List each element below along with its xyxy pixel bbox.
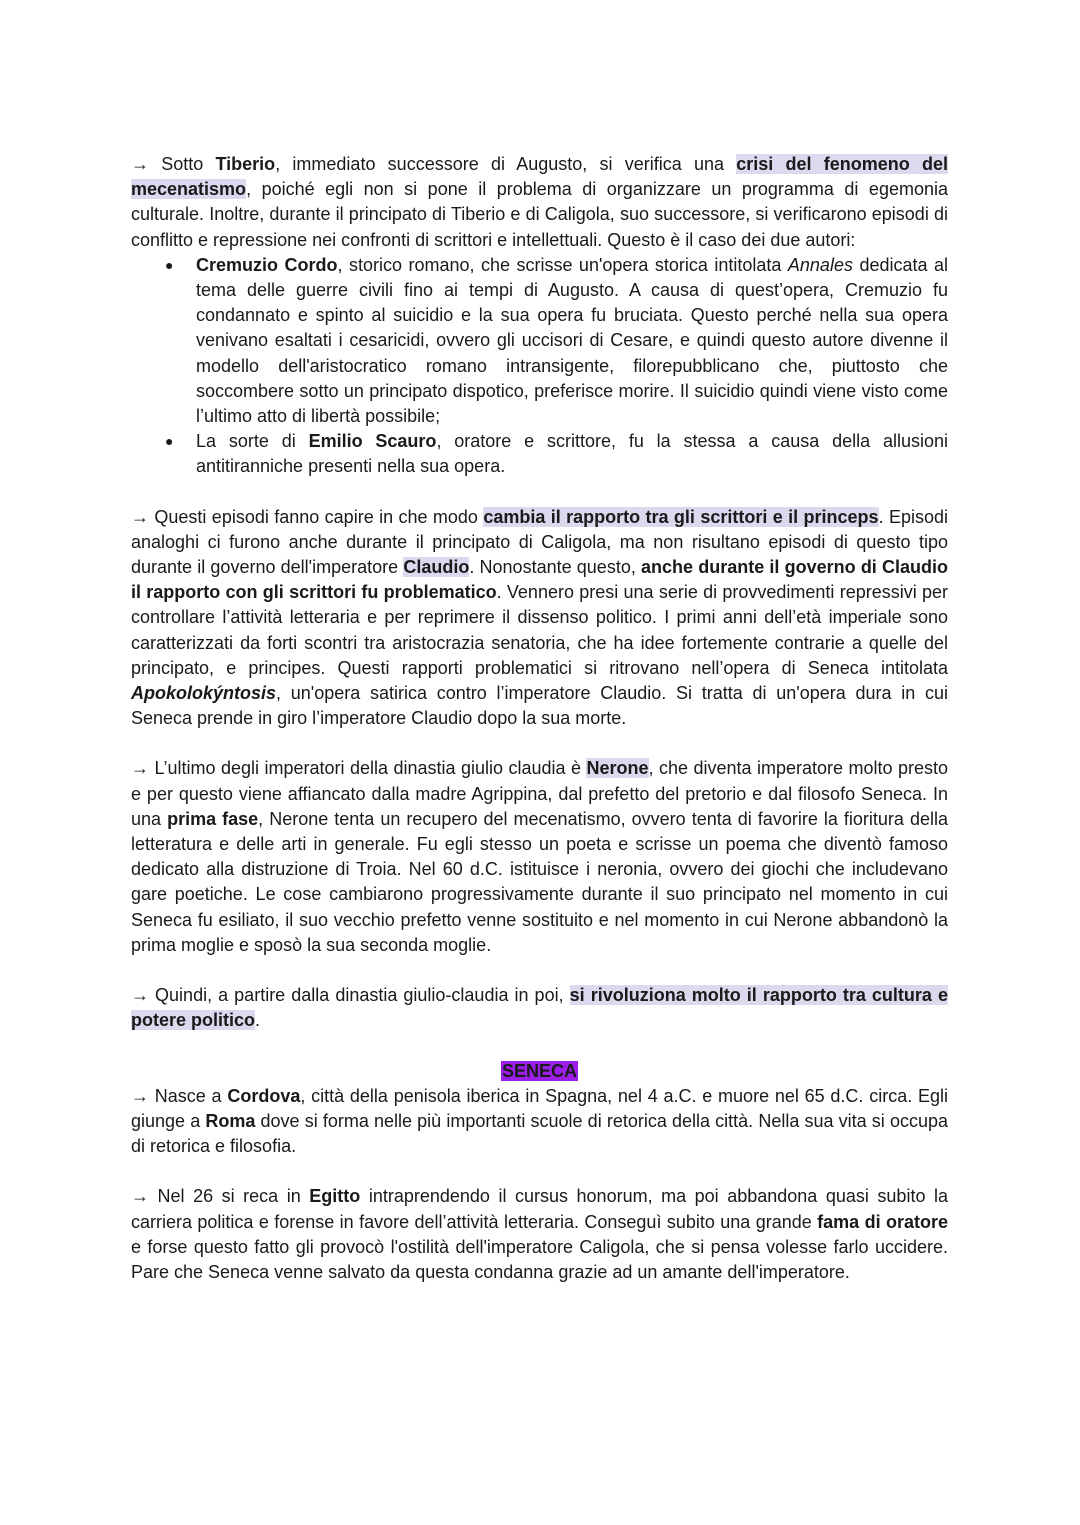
paragraph-seneca-nascita: → Nasce a Cordova, città della penisola iberica in Spagna, nel 4 a.C. e muore nel 65 d.C. circa. Egli giunge a Roma dove si forma nelle più importanti scuole di retorica della città. Nella sua vita si occupa di retorica e filosofia. <box>131 1085 948 1157</box>
bullet-icon: ● <box>165 256 174 273</box>
paragraph-seneca-egitto: → Nel 26 si reca in Egitto intraprendendo il cursus honorum, ma poi abbandona quasi subito la carriera politica e forense in favore dell’attività letteraria. Conseguì subito una grande fama di oratore e forse questo fatto gli provocò l'ostilità dell'imperatore Caligola, che si pensa volesse farlo uccidere. Pare che Seneca venne salvato da questa condanna grazie ad un amante dell'imperatore. <box>131 1186 948 1282</box>
highlight-rapporto-princeps: cambia il rapporto tra gli scrittori e il princeps <box>483 506 879 527</box>
authors-list <box>131 253 948 480</box>
list-item-emilio-scauro: ● La sorte di Emilio Scauro, oratore e scrittore, fu la stessa a causa della allusioni antitiranniche presenti nella sua opera. <box>165 431 948 477</box>
list-item-cremuzio-cordo: ● Cremuzio Cordo, storico romano, che scrisse un'opera storica intitolata Annales dedicata al tema delle guerre civili fino ai tempi di Augusto. A causa di quest’opera, Cremuzio fu condannato e spinto al suicidio e la sua opera fu bruciata. Questo perché nella sua opera venivano esaltati i cesaricidi, ovvero gli uccisori di Cesare, e quindi questo autore divenne il modello dell'aristocratico romano intransigente, filorepubblicano che, piuttosto che soccombere sotto un principato dispotico, preferisce morire. Il suicidio quindi viene visto come l’ultimo atto di libertà possibile; <box>165 254 948 427</box>
paragraph-claudio: → Questi episodi fanno capire in che modo cambia il rapporto tra gli scrittori e il princeps. Episodi analoghi ci furono anche durante il principato di Caligola, ma non risultano episodi di questo tipo durante il governo dell'imperatore Claudio. Nonostante questo, anche durante il governo di Claudio il rapporto con gli scrittori fu problematico. Vennero presi una serie di provvedimenti repressivi per controllare l’attività letteraria e per reprimere il dissenso politico. I primi anni dell’età imperiale sono caratterizzati da forti scontri tra aristocrazia senatoria, che ha idee fortemente contrarie a quelle del principato, e principes. Questi rapporti problematici si ritrovano nell’opera di Seneca intitolata Apokolokýntosis, un'opera satirica contro l’imperatore Claudio. Si tratta di un'opera dura in cui Seneca prende in giro l’imperatore Claudio dopo la sua morte. <box>131 506 949 729</box>
bullet-icon: ● <box>165 433 174 450</box>
highlight-crisi-mecenatismo: crisi del fenomeno del mecenatismo <box>131 154 948 200</box>
paragraph-tiberio: → Sotto Tiberio, immediato successore di Augusto, si verifica una crisi del fenomeno del mecenatismo, poiché egli non si pone il problema di organizzare un programma di egemonia culturale. Inoltre, durante il principato di Tiberio e di Caligola, suo successore, si verificarono episodi di conflitto e repressione nei confronti di scrittori e intellettuali. Questo è il caso dei due autori: <box>131 154 948 250</box>
paragraph-nerone: → L’ultimo degli imperatori della dinastia giulio claudia è Nerone, che diventa imperatore molto presto e per questo viene affiancato dalla madre Agrippina, dal prefetto del pretorio e dal filosofo Seneca. In una prima fase, Nerone tenta un recupero del mecenatismo, ovvero tenta di favorire la fioritura della letteratura e delle arti in generale. Fu egli stesso un poeta e scrisse un poema che diventò famoso dedicato alla distruzione di Troia. Nel 60 d.C. istituisce i neronia, ovvero dei giochi che includevano gare poetiche. Le cose cambiarono progressivamente durante il suo principato nel momento in cui Seneca fu esiliato, il suo vecchio prefetto venne sostituito e nel momento in cui Nerone abbandonò la prima moglie e sposò la sua seconda moglie. <box>131 758 948 955</box>
paragraph-rivoluzione: → Quindi, a partire dalla dinastia giulio-claudia in poi, si rivoluziona molto il rapporto tra cultura e potere politico. <box>131 985 948 1031</box>
bold-tiberio: Tiberio <box>215 154 276 174</box>
section-title-seneca: SENECA <box>501 1060 577 1081</box>
document-page <box>131 152 948 1310</box>
title-apokolokyntosis: Apokolokýntosis <box>131 683 277 704</box>
highlight-cultura-potere: si rivoluziona molto il rapporto tra cultura e potere politico <box>131 985 948 1031</box>
highlight-claudio: Claudio <box>403 557 470 578</box>
highlight-nerone: Nerone <box>586 758 649 779</box>
